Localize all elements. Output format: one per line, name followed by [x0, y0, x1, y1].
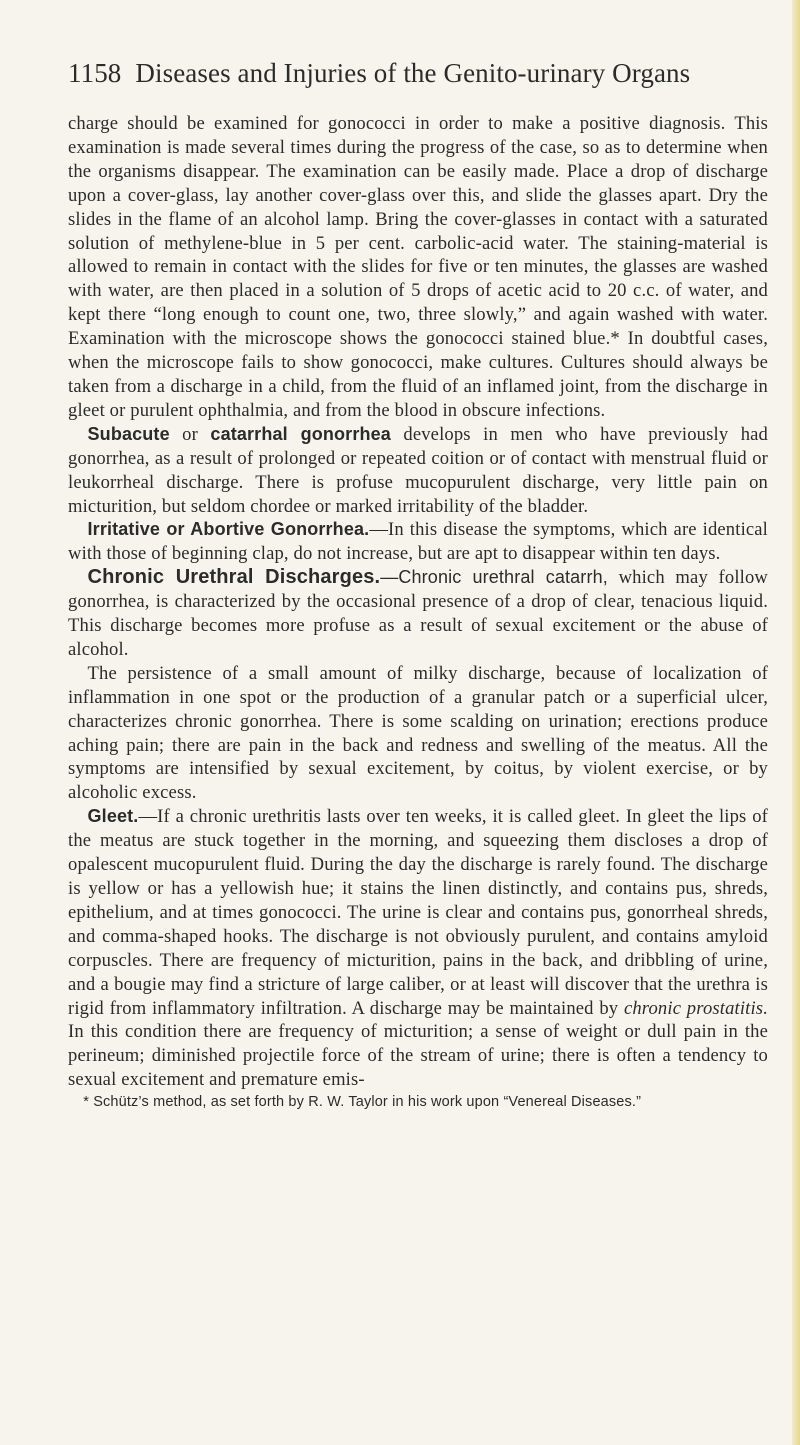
- paragraph-gonococci-examination: [68, 112, 768, 423]
- paragraph-chronic-gonorrhea: [68, 662, 768, 805]
- paragraph-text: charge should be examined for gonococci in order to make a positive diagnosis. This examination is made several times during the progress of the case, so as to determine when the organisms disappear. The examination can be easily made. Place a drop of discharge upon a cover-glass, lay another cover-glass over this, and slide the glasses apart. Dry the slides in the flame of an alcohol lamp. Bring the cover-glasses in contact with a saturated solution of methylene-blue in 5 per cent. carbolic-acid water. The staining-material is allowed to remain in contact with the slides for five or ten minutes, the glasses are washed with water, are then placed in a solution of 5 drops of acetic acid to 20 c.c. of water, and kept there “long enough to count one, two, three slowly,” and again washed with water. Examination with the microscope shows the gonococci stained blue.* In doubtful cases, when the microscope fails to show gonococci, make cultures. Cultures should always be taken from a discharge in a child, from the fluid of an inflamed joint, from the discharge in gleet or purulent ophthalmia, and from the blood in obscure infections.: [68, 113, 768, 421]
- page-number: 1158: [68, 58, 122, 88]
- page-edge: [792, 0, 800, 1445]
- paragraph-connector: or: [169, 423, 211, 445]
- paragraph-chronic-discharges: [68, 566, 768, 662]
- paragraph-text: develops in men who have previously had gonorrhea, as a result of prolonged or repeated coition or of contact with menstrual fluid or leukorrheal discharge. There is profuse mucopurulent discharge, very little pain on micturition, but seldom chordee or marked irritability of the bladder.: [68, 423, 768, 517]
- paragraph-subacute-gonorrhea: [68, 423, 768, 519]
- body-text: [68, 112, 768, 1112]
- paragraph-text: The persistence of a small amount of milky discharge, because of localization of inflammation in one spot or the production of a granular patch or a superficial ulcer, characterizes chronic gonorrhea. There is some scalding on urination; erections produce aching pain; there are pain in the back and redness and swelling of the meatus. All the symptoms are intensified by sexual excitement, by coitus, by violent exercise, or by alcoholic excess.: [68, 662, 768, 804]
- heading-subacute: Subacute: [87, 423, 170, 444]
- paragraph-text: —In this disease the symptoms, which are identical with those of beginning clap, do not increase, but are apt to disappear within ten days.: [68, 519, 769, 565]
- heading-chronic-urethral-discharges: Chronic Urethral Discharges.: [87, 566, 381, 589]
- running-header: [68, 58, 768, 89]
- heading-catarrhal-gonorrhea: catarrhal gonorrhea: [210, 423, 391, 444]
- paragraph-text: which may follow gonorrhea, is characterized by the occasional presence of a drop of clear, tenacious liquid. This discharge becomes more profuse as a result of sexual excitement or the abuse of alcohol.: [68, 567, 769, 660]
- term-chronic-prostatitis: chronic prostatitis.: [623, 997, 768, 1019]
- paragraph-gleet: [68, 805, 768, 1092]
- subheading-chronic-urethral-catarrh: —Chronic urethral catarrh,: [380, 567, 608, 588]
- running-title: Diseases and Injuries of the Genito-urinary Organs: [135, 58, 691, 88]
- paragraph-text-continued: In this condition there are frequency of micturition; a sense of weight or dull pain in the perineum; diminished projectile force of the stream of urine; there is often a tendency to sexual excitement and premature emis-: [68, 1021, 768, 1091]
- heading-irritative-gonorrhea: Irritative or Abortive Gonorrhea.: [87, 519, 370, 540]
- paragraph-text: —If a chronic urethritis lasts over ten weeks, it is called gleet. In gleet the lips of the meatus are stuck together in the morning, and squeezing them discloses a drop of opalescent mucopurulent fluid. During the day the discharge is rarely found. The discharge is yellow or has a yellowish hue; it stains the linen distinctly, and contains pus, shreds, epithelium, and at times gonococci. The urine is clear and contains pus, gonorrheal shreds, and comma-shaped hooks. The discharge is not obviously purulent, and contains amyloid corpuscles. There are frequency of micturition, pains in the back, and dribbling of urine, and a bougie may find a stricture of large caliber, or at least will discover that the urethra is rigid from inflammatory infiltration. A discharge may be maintained by: [68, 806, 768, 1019]
- paragraph-irritative-gonorrhea: [68, 518, 768, 566]
- heading-gleet: Gleet.: [87, 806, 139, 827]
- footnote: * Schütz’s method, as set forth by R. W. Taylor in his work upon “Venereal Diseases.”: [83, 1094, 642, 1111]
